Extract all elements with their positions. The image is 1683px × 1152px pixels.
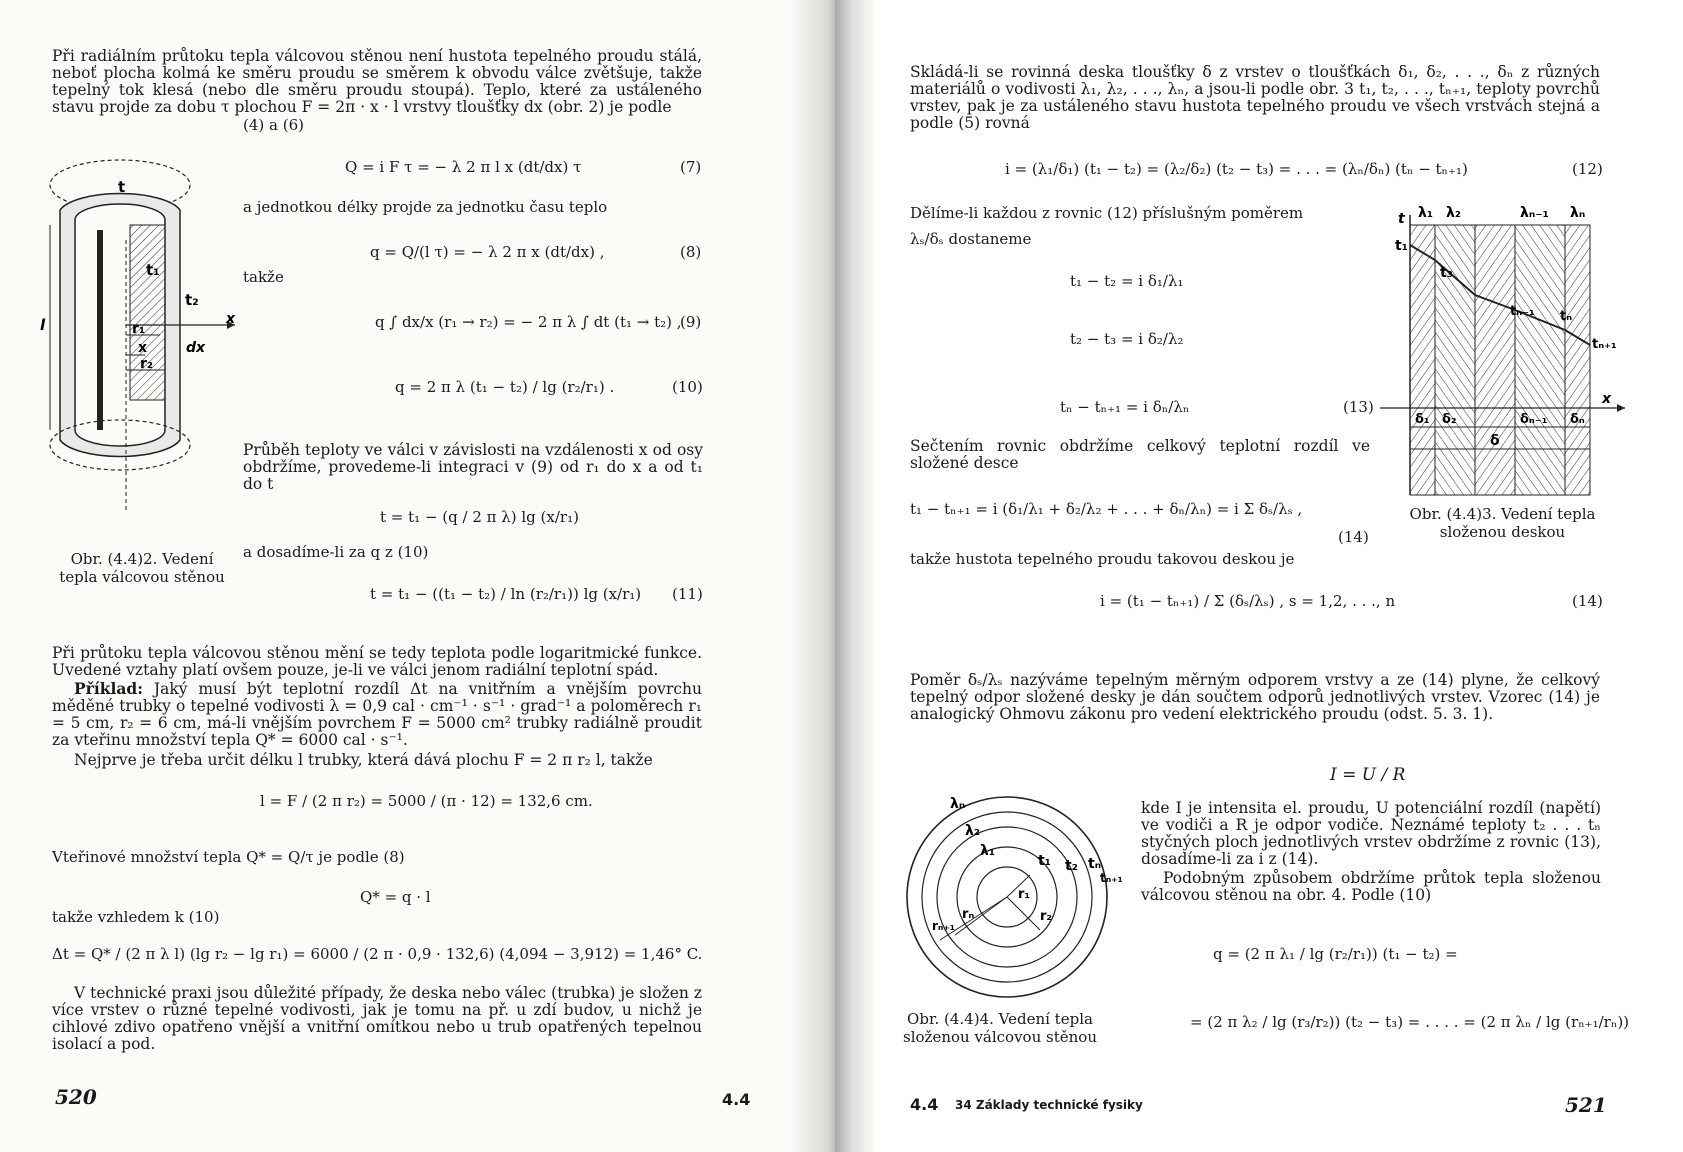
fig2-label-r1: r₁ [132,321,146,337]
fig3-label-t-n: tₙ [1560,309,1573,324]
equation-10-number: (10) [672,378,703,396]
equation-7: Q = i F τ = − λ 2 π l x (dt/dx) τ [345,158,582,176]
text-unit-length: a jednotkou délky projde za jednotku času teplo [243,198,608,216]
example-text: Jaký musí být teplotní rozdíl Δt na vnitřním a vnějším povrchu měděné trubky o tepelné vodivosti λ = 0,9 cal · cm⁻¹ · s⁻¹ · grad⁻¹ a poloměrech r₁ = 5 cm, r₂ = 6 cm, má-li vnějším povrchem F = 5000 cm² trubky radiálně proudit za vteřinu množství tepla Q* = 6000 cal · s⁻¹. [52,680,702,749]
equation-13a: t₁ − t₂ = i δ₁/λ₁ [1070,272,1184,290]
fig4-label-lambda-n: λₙ [950,796,966,812]
paragraph-temperature-profile: Průběh teploty ve válci v závislosti na vzdálenosti x od osy obdržíme, provedeme-li integraci v (9) od r₁ do x a od t₁ do t [243,441,703,493]
fig3-label-lambda1: λ₁ [1418,205,1433,221]
equation-11: t = t₁ − ((t₁ − t₂) / ln (r₂/r₁)) lg (x/r₁) [370,585,642,603]
equation-10: q = 2 π λ (t₁ − t₂) / lg (r₂/r₁) . [395,378,615,396]
fig4-label-lambda2: λ₂ [965,823,980,839]
figure-3-caption: Obr. (4.4)3. Vedení tepla složenou deskou [1409,505,1596,541]
fig4-label-t-n: tₙ [1088,856,1102,872]
running-head: 34 Základy technické fysiky [955,1098,1143,1112]
fig3-label-delta-n: δₙ [1570,412,1585,427]
fig4-label-r1: r₁ [1018,887,1031,902]
paragraph-example [52,680,702,749]
text-dosadime: a dosadíme-li za q z (10) [243,543,429,561]
equation-8: q = Q/(l τ) = − λ 2 π x (dt/dx) , [370,243,605,261]
text-vzhledem: takže vzhledem k (10) [52,908,220,926]
gutter-left [790,0,835,1152]
page-number-left: 520 [55,1085,97,1109]
paragraph-technical-practice: V technické praxi jsou důležité případy, že deska nebo válec (trubka) je složen z více vrstev o různé tepelné vodivosti, jak je tomu na př. u zdí budov, u nichž je cihlové zdivo opatřeno vnější a vnitřní omítkou nebo u trub opatřených tepelnou isolací a pod. [52,984,702,1053]
paragraph-thermal-resistance: Poměr δₛ/λₛ nazýváme tepelným měrným odporem vrstvy a ze (14) plyne, že celkový tepelný odpor složené desky je dán součtem odporů jednotlivých vrstev. Vzorec (14) je analogický Ohmovu zákonu pro vedení elektrického proudu (odst. 5. 3. 1). [910,671,1600,723]
fig3-label-t-n-plus-1: tₙ₊₁ [1592,337,1617,352]
section-number-right: 4.4 [910,1095,939,1114]
equation-9: q ∫ dx/x (r₁ → r₂) = − 2 π λ ∫ dt (t₁ → t₂) , [375,313,682,331]
figure-layered-cylinder [900,790,1123,1005]
fig4-label-rn-plus-1: rₙ₊₁ [932,919,955,933]
fig2-label-dx: dx [186,340,206,356]
equation-length: l = F / (2 π r₂) = 5000 / (π · 12) = 132,6 cm. [260,792,593,810]
figure-4-caption: Obr. (4.4)4. Vedení tepla složenou válcovou stěnou [903,1010,1097,1046]
paragraph-intro: Při radiálním průtoku tepla válcovou stěnou není hustota tepelného proudu stálá, neboť plocha kolmá ke směru proudu se směrem k obvodu válce zvětšuje, takže tepelný tok klesá (nebo dle směru proudu stoupá). Teplo, které za ustáleného stavu projde za dobu τ plochou F = 2π · x · l vrstvy tloušťky dx (obr. 2) je podle [52,47,702,116]
equation-13b: t₂ − t₃ = i δ₂/λ₂ [1070,330,1184,348]
text-heat-per-second: Vteřinové množství tepla Q* = Q/τ je podle (8) [52,848,405,866]
fig2-label-l: l [40,316,46,334]
left-page [0,0,835,1152]
page-number-right: 521 [1565,1093,1607,1117]
equation-8-number: (8) [680,243,702,261]
equation-12-number: (12) [1572,160,1603,178]
equation-11-number: (11) [672,585,703,603]
fig3-label-lambda-n-1: λₙ₋₁ [1520,205,1549,221]
section-number-left: 4.4 [722,1090,751,1109]
paragraph-log-function: Při průtoku tepla válcovou stěnou mění se tedy teplota podle logaritmické funkce. Uvedené vztahy platí ovšem pouze, je-li ve válci jenom radiální teplotní spád. [52,644,702,679]
equation-14a: t₁ − tₙ₊₁ = i (δ₁/λ₁ + δ₂/λ₂ + . . . + δₙ/λₙ) = i Σ δₛ/λₛ , [910,500,1303,518]
equation-7-number: (7) [680,158,702,176]
fig2-label-t2: t₂ [185,291,199,309]
fig3-label-delta1: δ₁ [1415,412,1430,427]
equation-t: t = t₁ − (q / 2 π λ) lg (x/r₁) [380,508,579,526]
equation-9-number: (9) [680,313,702,331]
text-takze-hustota: takže hustota tepelného proudu takovou deskou je [910,550,1295,568]
fig3-label-delta2: δ₂ [1442,412,1457,427]
fig3-label-t: t [1398,211,1405,227]
fig2-label-r2: r₂ [140,356,154,372]
fig4-label-t2: t₂ [1065,858,1078,874]
fig3-label-t1: t₁ [1395,238,1408,254]
paragraph-intro-tail: (4) a (6) [243,116,304,134]
fig4-label-t-n-plus-1: tₙ₊₁ [1100,871,1123,885]
fig2-label-t: t [118,178,126,196]
equation-13-number: (13) [1343,398,1374,416]
fig3-label-lambda2: λ₂ [1446,205,1461,221]
fig2-label-x: x [138,340,148,356]
equation-q-layers: = (2 π λ₂ / lg (r₃/r₂)) (t₂ − t₃) = . . . . = (2 π λₙ / lg (rₙ₊₁/rₙ)) [1190,1013,1630,1031]
fig4-label-t1: t₁ [1038,853,1051,869]
paragraph-length: Nejprve je třeba určit délku l trubky, která dává plochu F = 2 π r₂ l, takže [74,751,653,769]
text-dostaneme: λₛ/δₛ dostaneme [910,230,1032,248]
equation-13c: tₙ − tₙ₊₁ = i δₙ/λₙ [1060,398,1190,416]
figure-layered-plate [1380,205,1630,500]
fig3-label-lambda-n: λₙ [1570,205,1586,221]
text-delime: Dělíme-li každou z rovnic (12) příslušným poměrem [910,204,1304,222]
fig3-label-delta: δ [1490,433,1500,449]
fig4-label-rn: rₙ [962,907,975,922]
fig4-label-r2: r₂ [1040,909,1053,924]
equation-ohm: I = U / R [1330,765,1406,785]
right-page [835,0,1683,1152]
fig2-label-x-axis: x [226,311,236,327]
fig3-label-x: x [1602,391,1612,407]
fig3-label-delta-n-1: δₙ₋₁ [1520,412,1548,427]
example-label: Příklad: [74,679,143,698]
fig2-label-t1: t₁ [146,261,160,279]
fig3-label-t-n-1: tₙ₋₁ [1510,304,1535,319]
figure-2-caption: Obr. (4.4)2. Vedení tepla válcovou stěnou [59,550,225,586]
figure-cylinder-wall [40,140,240,510]
equation-q-layer1: q = (2 π λ₁ / lg (r₂/r₁)) (t₁ − t₂) = [1213,945,1458,963]
equation-14b-number: (14) [1572,592,1603,610]
paragraph-composite-cylinder: Podobným způsobem obdržíme průtok tepla složenou válcovou stěnou na obr. 4. Podle (10) [1141,869,1601,904]
text-takze: takže [243,268,284,286]
fig3-label-t3: t₃ [1440,265,1453,281]
equation-12: i = (λ₁/δ₁) (t₁ − t₂) = (λ₂/δ₂) (t₂ − t₃) = . . . = (λₙ/δₙ) (tₙ − tₙ₊₁) [1005,160,1468,178]
paragraph-ohm-explanation: kde I je intensita el. proudu, U potenciální rozdíl (napětí) ve vodiči a R je odpor vodiče. Neznámé teploty t₂ . . . tₙ styčných ploch jednotlivých vrstev obdržíme z rovnic (13), dosadíme-li za i z (14). [1141,799,1601,868]
equation-q-star: Q* = q · l [360,888,431,906]
paragraph-sum: Sečtením rovnic obdržíme celkový teplotní rozdíl ve složené desce [910,437,1370,472]
fig4-label-lambda1: λ₁ [980,843,995,859]
equation-14b: i = (t₁ − tₙ₊₁) / Σ (δₛ/λₛ) , s = 1,2, . . ., n [1100,592,1396,610]
equation-delta-t: Δt = Q* / (2 π λ l) (lg r₂ − lg r₁) = 6000 / (2 π · 0,9 · 132,6) (4,094 − 3,912) = 1,46° C. [52,945,703,963]
paragraph-layered-plate: Skládá-li se rovinná deska tloušťky δ z vrstev o tloušťkách δ₁, δ₂, . . ., δₙ z různých materiálů o vodivosti λ₁, λ₂, . . ., λₙ, a jsou-li podle obr. 3 t₁, t₂, . . ., tₙ₊₁, teploty povrchů vrstev, pak je za ustáleného stavu hustota tepelného proudu ve všech vrstvách stejná a podle (5) rovná [910,63,1600,132]
equation-14a-number: (14) [1338,528,1369,546]
